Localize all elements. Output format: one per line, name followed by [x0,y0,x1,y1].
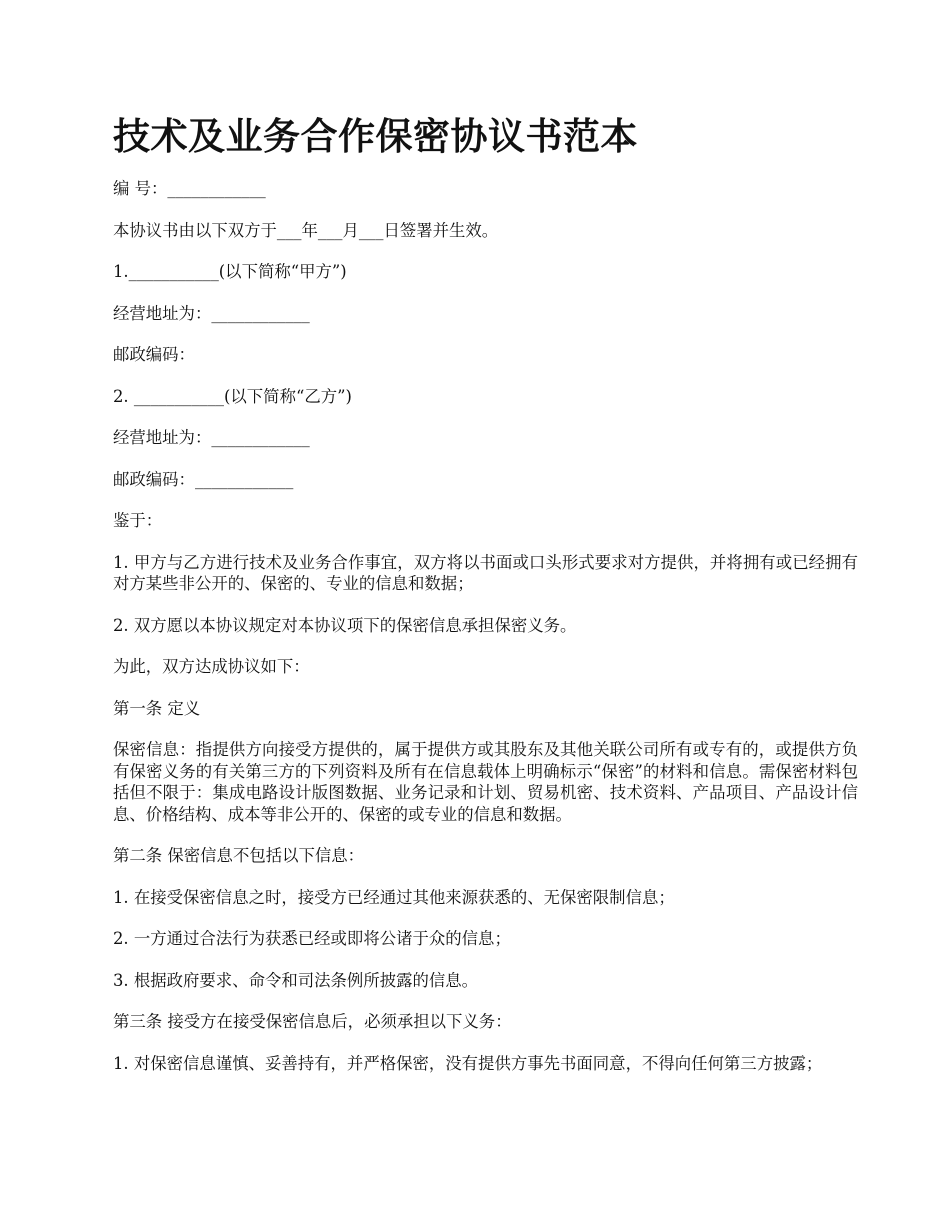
contract-number-line: 编 号：____________ [113,179,266,198]
article-2-item-2: 2. 一方通过合法行为获悉已经或即将公诸于众的信息； [113,929,511,948]
whereas-heading: 鉴于： [113,511,163,530]
article-3-item-1: 1. 对保密信息谨慎、妥善持有，并严格保密，没有提供方事先书面同意，不得向任何第三方披露； [113,1053,823,1073]
signing-date-line: 本协议书由以下双方于___年___月___日签署并生效。 [113,220,499,240]
article-1-heading: 第一条 定义 [113,698,201,718]
agreement-intro: 为此，双方达成协议如下： [113,657,310,676]
party-a-address-line: 经营地址为：____________ [113,303,310,323]
article-1-definition: 保密信息：指提供方向接受方提供的，属于提供方或其股东及其他关联公司所有或专有的，或提供方负有保密义务的有关第三方的下列资料及所有在信息载体上明确标示“保密”的材料和信息。需保密材料包括但不限于：集成电路设计版图数据、业务记录和计划、贸易机密、技术资料、产品项目、产品设计信息、价格结构、成本等非公开的、保密的或专业的信息和数据。 [113,740,858,824]
article-2-item-1: 1. 在接受保密信息之时，接受方已经通过其他来源获悉的、无保密限制信息； [113,887,675,907]
document-body [113,178,858,1094]
document-title: 技术及业务合作保密协议书范本 [113,114,638,158]
whereas-item-2: 2. 双方愿以本协议规定对本协议项下的保密信息承担保密义务。 [113,615,577,635]
party-b-postcode-line: 邮政编码：____________ [113,469,294,489]
article-3-heading: 第三条 接受方在接受保密信息后，必须承担以下义务： [113,1012,512,1031]
whereas-item-1: 1. 甲方与乙方进行技术及业务合作事宜，双方将以书面或口头形式要求对方提供，并将拥有或已经拥有对方某些非公开的、保密的、专业的信息和数据； [113,552,858,593]
article-2-heading: 第二条 保密信息不包括以下信息： [113,846,365,865]
party-b-address-line: 经营地址为：____________ [113,428,310,447]
party-b-line: 2. ___________(以下简称“乙方”) [113,386,352,406]
party-a-line: 1.___________(以下简称“甲方”) [113,262,347,281]
party-a-postcode-line: 邮政编码： [113,345,195,364]
article-2-item-3: 3. 根据政府要求、命令和司法条例所披露的信息。 [113,970,479,990]
